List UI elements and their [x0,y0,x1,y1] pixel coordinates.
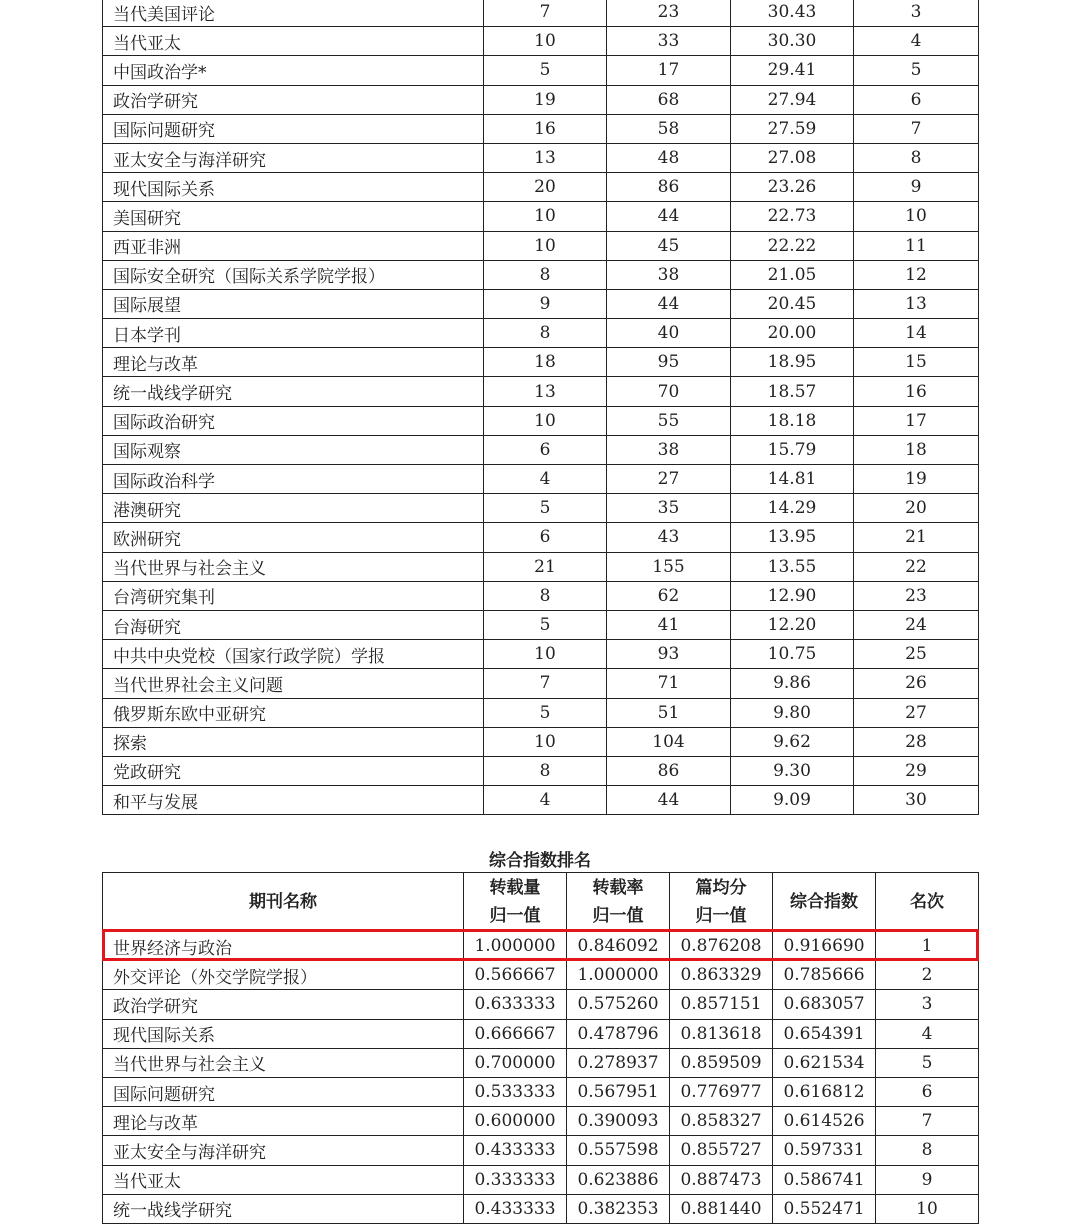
value-cell: 3 [876,990,979,1019]
table-row [103,289,979,318]
value-cell: 8 [876,1136,979,1165]
value-cell: 9 [854,173,979,202]
value-cell: 6 [854,85,979,114]
value-cell: 22.73 [731,202,854,231]
value-cell: 20 [854,494,979,523]
table-row [103,0,979,27]
header-reprint-rate-line2: 归一值 [592,906,644,926]
table-row [103,406,979,435]
value-cell: 4 [854,27,979,56]
value-cell: 0.390093 [567,1107,670,1136]
value-cell: 16 [484,114,607,143]
table-row [103,523,979,552]
value-cell: 86 [607,756,731,785]
table-row [103,1019,979,1048]
journal-name-cell: 当代美国评论 [103,0,484,27]
value-cell: 0.863329 [670,961,773,990]
composite-ranking-table [102,872,979,1224]
table-row [103,581,979,610]
journal-name-cell: 当代世界社会主义问题 [103,669,484,698]
value-cell: 10 [876,1194,979,1223]
value-cell: 27.94 [731,85,854,114]
value-cell: 23 [854,581,979,610]
value-cell: 0.586741 [773,1165,876,1194]
value-cell: 9.62 [731,727,854,756]
journal-name-cell: 当代亚太 [103,1165,464,1194]
value-cell: 23 [607,0,731,27]
value-cell: 9.09 [731,786,854,815]
value-cell: 9.86 [731,669,854,698]
value-cell: 0.881440 [670,1194,773,1223]
value-cell: 0.567951 [567,1077,670,1106]
value-cell: 5 [484,698,607,727]
journal-name-cell: 亚太安全与海洋研究 [103,1136,464,1165]
value-cell: 8 [484,260,607,289]
value-cell: 29.41 [731,56,854,85]
value-cell: 5 [484,56,607,85]
value-cell: 16 [854,377,979,406]
value-cell: 0.616812 [773,1077,876,1106]
value-cell: 10 [484,727,607,756]
table-row [103,319,979,348]
journal-name-cell: 探索 [103,727,484,756]
value-cell: 22 [854,552,979,581]
value-cell: 5 [484,610,607,639]
journal-name-cell: 外交评论（外交学院学报） [103,961,464,990]
table-row [103,465,979,494]
value-cell: 1.000000 [567,961,670,990]
value-cell: 44 [607,289,731,318]
journal-name-cell: 世界经济与政治 [103,932,464,961]
value-cell: 0.478796 [567,1019,670,1048]
table-row [103,348,979,377]
value-cell: 20.45 [731,289,854,318]
value-cell: 71 [607,669,731,698]
value-cell: 7 [484,669,607,698]
value-cell: 10.75 [731,640,854,669]
value-cell: 10 [484,406,607,435]
value-cell: 12.90 [731,581,854,610]
value-cell: 30.43 [731,0,854,27]
value-cell: 51 [607,698,731,727]
value-cell: 41 [607,610,731,639]
journal-name-cell: 美国研究 [103,202,484,231]
value-cell: 33 [607,27,731,56]
table-row [103,552,979,581]
value-cell: 38 [607,260,731,289]
journal-name-cell: 台湾研究集刊 [103,581,484,610]
value-cell: 20.00 [731,319,854,348]
value-cell: 13 [484,143,607,172]
value-cell: 0.382353 [567,1194,670,1223]
value-cell: 14 [854,319,979,348]
value-cell: 0.533333 [464,1077,567,1106]
journal-name-cell: 日本学刊 [103,319,484,348]
header-reprint-count-line1: 转载量 [489,878,541,898]
value-cell: 10 [484,640,607,669]
value-cell: 0.916690 [773,932,876,961]
value-cell: 20 [484,173,607,202]
journal-name-cell: 国际展望 [103,289,484,318]
value-cell: 3 [854,0,979,27]
value-cell: 8 [854,143,979,172]
value-cell: 28 [854,727,979,756]
value-cell: 5 [854,56,979,85]
value-cell: 14.81 [731,465,854,494]
value-cell: 0.597331 [773,1136,876,1165]
value-cell: 10 [484,27,607,56]
table-row [103,1194,979,1223]
value-cell: 35 [607,494,731,523]
value-cell: 58 [607,114,731,143]
value-cell: 0.278937 [567,1048,670,1077]
value-cell: 22.22 [731,231,854,260]
journal-name-cell: 港澳研究 [103,494,484,523]
value-cell: 48 [607,143,731,172]
value-cell: 0.566667 [464,961,567,990]
value-cell: 5 [484,494,607,523]
value-cell: 13.95 [731,523,854,552]
header-composite-index: 综合指数 [773,873,876,932]
value-cell: 7 [854,114,979,143]
table-row [103,202,979,231]
journal-name-cell: 国际安全研究（国际关系学院学报） [103,260,484,289]
value-cell: 0.433333 [464,1136,567,1165]
value-cell: 0.654391 [773,1019,876,1048]
value-cell: 9.80 [731,698,854,727]
value-cell: 6 [876,1077,979,1106]
table-row [103,1048,979,1077]
value-cell: 9.30 [731,756,854,785]
value-cell: 0.855727 [670,1136,773,1165]
value-cell: 40 [607,319,731,348]
journal-name-cell: 当代亚太 [103,27,484,56]
journal-name-cell: 欧洲研究 [103,523,484,552]
value-cell: 9 [484,289,607,318]
header-avg-score-line1: 篇均分 [695,878,747,898]
value-cell: 4 [484,786,607,815]
value-cell: 24 [854,610,979,639]
value-cell: 45 [607,231,731,260]
value-cell: 0.575260 [567,990,670,1019]
value-cell: 0.633333 [464,990,567,1019]
header-avg-score-line2: 归一值 [695,906,747,926]
value-cell: 0.683057 [773,990,876,1019]
journal-name-cell: 理论与改革 [103,1107,464,1136]
table-row [103,173,979,202]
value-cell: 86 [607,173,731,202]
value-cell: 17 [607,56,731,85]
journal-name-cell: 政治学研究 [103,990,464,1019]
value-cell: 0.600000 [464,1107,567,1136]
value-cell: 68 [607,85,731,114]
value-cell: 0.857151 [670,990,773,1019]
value-cell: 0.700000 [464,1048,567,1077]
table-row [103,143,979,172]
value-cell: 70 [607,377,731,406]
value-cell: 27.59 [731,114,854,143]
value-cell: 10 [484,202,607,231]
value-cell: 0.858327 [670,1107,773,1136]
header-journal-name: 期刊名称 [103,873,464,932]
table-row [103,1136,979,1165]
journal-name-cell: 当代世界与社会主义 [103,552,484,581]
value-cell: 15 [854,348,979,377]
value-cell: 38 [607,435,731,464]
value-cell: 7 [484,0,607,27]
value-cell: 8 [484,581,607,610]
header-avg-score-normalized [670,873,773,932]
value-cell: 25 [854,640,979,669]
journal-name-cell: 党政研究 [103,756,484,785]
table-row [103,756,979,785]
value-cell: 27.08 [731,143,854,172]
value-cell: 30.30 [731,27,854,56]
table-row [103,669,979,698]
value-cell: 12 [854,260,979,289]
value-cell: 0.552471 [773,1194,876,1223]
value-cell: 93 [607,640,731,669]
value-cell: 104 [607,727,731,756]
value-cell: 10 [484,231,607,260]
value-cell: 27 [854,698,979,727]
journal-name-cell: 亚太安全与海洋研究 [103,143,484,172]
value-cell: 21 [484,552,607,581]
value-cell: 10 [854,202,979,231]
value-cell: 0.623886 [567,1165,670,1194]
value-cell: 6 [484,523,607,552]
value-cell: 44 [607,786,731,815]
header-rank: 名次 [876,873,979,932]
value-cell: 0.614526 [773,1107,876,1136]
value-cell: 4 [484,465,607,494]
value-cell: 62 [607,581,731,610]
table-row [103,698,979,727]
value-cell: 23.26 [731,173,854,202]
journal-name-cell: 国际政治科学 [103,465,484,494]
value-cell: 4 [876,1019,979,1048]
value-cell: 0.776977 [670,1077,773,1106]
value-cell: 26 [854,669,979,698]
value-cell: 7 [876,1107,979,1136]
table-row [103,1165,979,1194]
table-row [103,932,979,961]
reprint-rate-table-body [103,0,979,815]
journal-name-cell: 现代国际关系 [103,173,484,202]
value-cell: 0.813618 [670,1019,773,1048]
journal-name-cell: 台海研究 [103,610,484,639]
value-cell: 0.876208 [670,932,773,961]
table-row [103,435,979,464]
composite-ranking-title: 综合指数排名 [489,851,591,871]
value-cell: 2 [876,961,979,990]
composite-ranking-table-body [103,932,979,1224]
value-cell: 18.95 [731,348,854,377]
header-reprint-rate-normalized [567,873,670,932]
value-cell: 30 [854,786,979,815]
value-cell: 29 [854,756,979,785]
value-cell: 55 [607,406,731,435]
value-cell: 8 [484,756,607,785]
table-row [103,640,979,669]
journal-name-cell: 国际问题研究 [103,1077,464,1106]
value-cell: 0.333333 [464,1165,567,1194]
value-cell: 18.18 [731,406,854,435]
header-row [103,873,979,932]
value-cell: 19 [854,465,979,494]
value-cell: 15.79 [731,435,854,464]
value-cell: 14.29 [731,494,854,523]
journal-name-cell: 现代国际关系 [103,1019,464,1048]
table-row [103,231,979,260]
table-row [103,990,979,1019]
value-cell: 6 [484,435,607,464]
value-cell: 95 [607,348,731,377]
value-cell: 9 [876,1165,979,1194]
journal-name-cell: 国际观察 [103,435,484,464]
value-cell: 0.621534 [773,1048,876,1077]
journal-name-cell: 中共中央党校（国家行政学院）学报 [103,640,484,669]
journal-name-cell: 统一战线学研究 [103,1194,464,1223]
table-row [103,85,979,114]
value-cell: 155 [607,552,731,581]
value-cell: 21 [854,523,979,552]
value-cell: 43 [607,523,731,552]
journal-name-cell: 和平与发展 [103,786,484,815]
value-cell: 5 [876,1048,979,1077]
table-row [103,377,979,406]
value-cell: 0.433333 [464,1194,567,1223]
value-cell: 27 [607,465,731,494]
header-reprint-rate-line1: 转载率 [592,878,644,898]
journal-name-cell: 西亚非洲 [103,231,484,260]
journal-name-cell: 俄罗斯东欧中亚研究 [103,698,484,727]
value-cell: 12.20 [731,610,854,639]
value-cell: 0.666667 [464,1019,567,1048]
table-row [103,260,979,289]
value-cell: 18 [484,348,607,377]
table-row [103,1107,979,1136]
journal-name-cell: 中国政治学* [103,56,484,85]
table-row [103,27,979,56]
value-cell: 13 [854,289,979,318]
journal-name-cell: 国际问题研究 [103,114,484,143]
value-cell: 1.000000 [464,932,567,961]
journal-name-cell: 理论与改革 [103,348,484,377]
value-cell: 0.846092 [567,932,670,961]
table-row [103,610,979,639]
value-cell: 21.05 [731,260,854,289]
value-cell: 18.57 [731,377,854,406]
value-cell: 19 [484,85,607,114]
header-reprint-count-normalized [464,873,567,932]
journal-name-cell: 政治学研究 [103,85,484,114]
table-row [103,56,979,85]
value-cell: 18 [854,435,979,464]
table-row [103,727,979,756]
table-row [103,786,979,815]
value-cell: 13.55 [731,552,854,581]
journal-name-cell: 当代世界与社会主义 [103,1048,464,1077]
header-reprint-count-line2: 归一值 [489,906,541,926]
reprint-rate-table [102,0,979,815]
table-row [103,114,979,143]
value-cell: 0.887473 [670,1165,773,1194]
value-cell: 0.859509 [670,1048,773,1077]
table-row [103,494,979,523]
table-row [103,1077,979,1106]
value-cell: 17 [854,406,979,435]
value-cell: 0.785666 [773,961,876,990]
value-cell: 8 [484,319,607,348]
value-cell: 1 [876,932,979,961]
value-cell: 13 [484,377,607,406]
journal-name-cell: 国际政治研究 [103,406,484,435]
value-cell: 11 [854,231,979,260]
journal-name-cell: 统一战线学研究 [103,377,484,406]
value-cell: 0.557598 [567,1136,670,1165]
table-row [103,961,979,990]
value-cell: 44 [607,202,731,231]
